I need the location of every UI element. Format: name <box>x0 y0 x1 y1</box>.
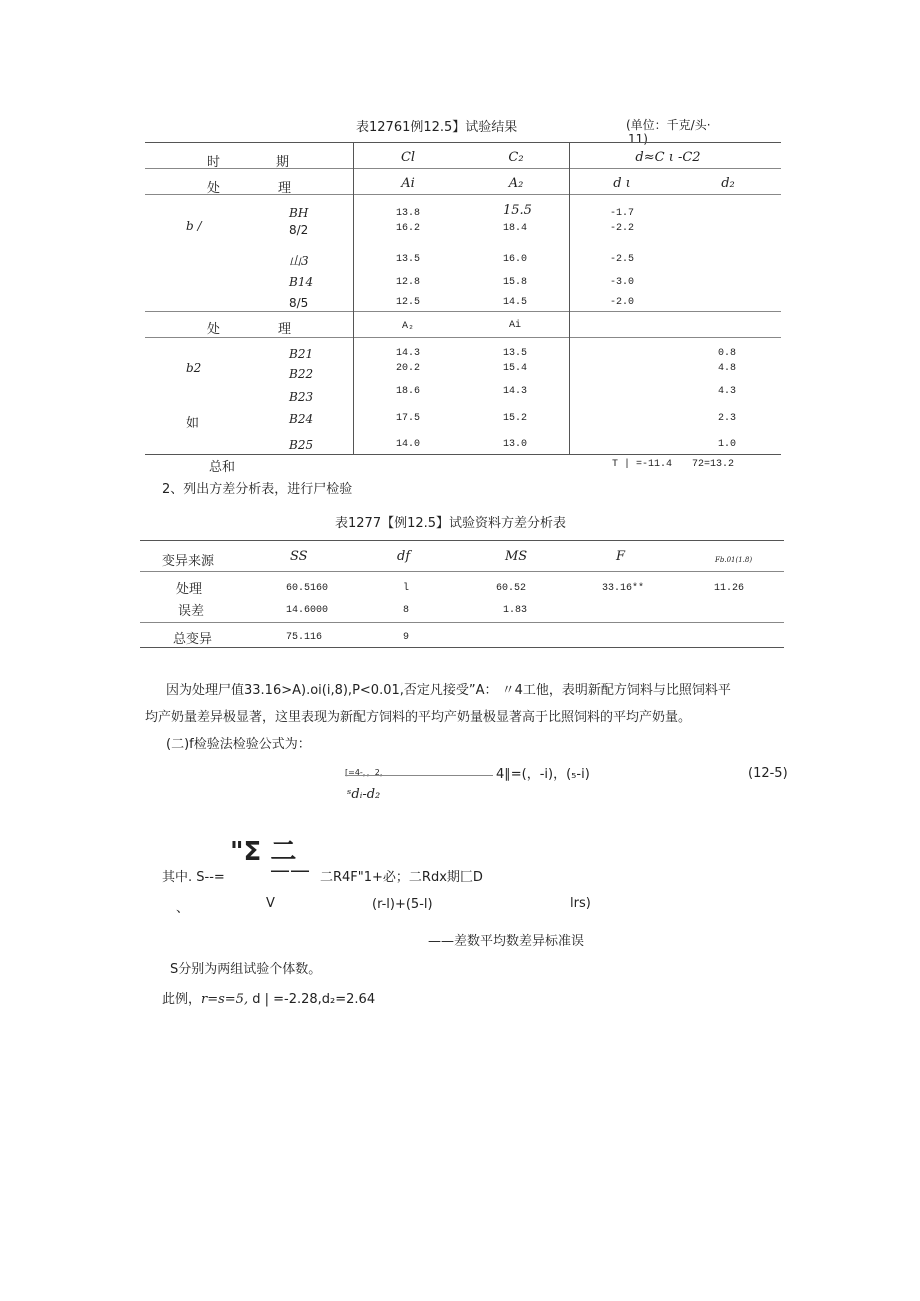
mid-a1: Ai <box>509 320 522 331</box>
row-value-c2: 16.0 <box>503 254 528 265</box>
table1-title: 表12761例12.5】试验结果 <box>356 120 518 135</box>
row-id: B24 <box>289 412 314 426</box>
row-id: B22 <box>289 367 314 381</box>
where-sigma: "Σ 二 <box>230 837 297 867</box>
row-value-c1: 13.8 <box>396 208 421 219</box>
paragraph-line-3: (二)f检验法检验公式为： <box>166 737 311 752</box>
t2-header-f: F <box>616 549 626 564</box>
row-value-c1: 18.6 <box>396 386 421 397</box>
t2-row-df: 8 <box>403 605 410 616</box>
example-rest: d | =-2.28,d₂=2.64 <box>252 992 376 1007</box>
table1-top-rule <box>145 142 781 143</box>
row-value-c2: 18.4 <box>503 223 528 234</box>
row-diff: 0.8 <box>718 348 737 359</box>
t2-header-fcrit: Fb.01(1.8) <box>715 556 753 564</box>
group1-label: b / <box>186 219 202 233</box>
table2-header-rule <box>140 571 784 572</box>
row-id: BH <box>289 206 309 220</box>
row-id: B23 <box>289 390 314 404</box>
example-line <box>162 988 375 1007</box>
formula-number: (12-5) <box>748 766 788 781</box>
t2-row-source: 误差 <box>178 604 205 619</box>
header-d: d≈C ι -C2 <box>635 150 701 165</box>
row-diff: 4.3 <box>718 386 737 397</box>
formula-left: [=4-，，2， <box>345 768 388 777</box>
header-d2: d₂ <box>721 176 735 191</box>
t2-row-fcrit: 11.26 <box>714 583 745 594</box>
table2-title: 表1277【例12.5】试验资料方差分析表 <box>335 516 567 531</box>
table1-mid-rule-2 <box>145 337 781 338</box>
row-value-c2: 15.4 <box>503 363 528 374</box>
header-period-a: 时 <box>207 155 221 170</box>
row-id: B21 <box>289 347 314 361</box>
paragraph-line-2: 均产奶量差异极显著，这里表现为新配方饲料的平均产奶量极显著高于比照饲料的平均产奶量。 <box>145 710 692 725</box>
formula-fraction-bar <box>345 775 493 776</box>
row-id: 8/2 <box>289 223 309 237</box>
formula-right: 4∥=(，-i)，(₅-i) <box>496 767 590 782</box>
row-value-c2: 14.5 <box>503 297 528 308</box>
mid-a2: A₂ <box>402 321 415 332</box>
formula-denominator: ˢdᵢ-d₂ <box>347 787 381 802</box>
row-diff: 4.8 <box>718 363 737 374</box>
header-period-b: 期 <box>276 155 290 170</box>
row-value-c1: 12.5 <box>396 297 421 308</box>
row-value-c2: 13.0 <box>503 439 528 450</box>
group2-label-2: 如 <box>186 416 200 431</box>
t2-row-ms: 60.52 <box>496 583 527 594</box>
row-diff: -2.5 <box>610 254 635 265</box>
table1-col-divider-1 <box>353 142 354 454</box>
t2-row-ss: 60.5160 <box>286 583 329 594</box>
row-diff: -2.2 <box>610 223 635 234</box>
t2-row-df: 9 <box>403 632 410 643</box>
row-diff: -1.7 <box>610 208 635 219</box>
row-value-c2: 14.3 <box>503 386 528 397</box>
t2-row-ss: 75.116 <box>286 632 323 643</box>
table1-header-rule <box>145 168 781 169</box>
row-id: 8/5 <box>289 296 309 310</box>
t2-row-f: 33.16** <box>602 583 645 594</box>
header-c1: Cl <box>400 150 416 165</box>
mid-treat-b: 理 <box>278 322 292 337</box>
t2-header-ms: MS <box>505 549 528 564</box>
row-value-c2: 15.8 <box>503 277 528 288</box>
where-row2-c: (r-l)+(5-l) <box>372 897 433 912</box>
group2-label: b2 <box>186 361 202 375</box>
t2-header-df: df <box>397 549 411 564</box>
row-value-c1: 16.2 <box>396 223 421 234</box>
step2-heading: 2、列出方差分析表，进行尸检验 <box>162 482 353 497</box>
row-id: B25 <box>289 438 314 452</box>
paragraph-line-1: 因为处理尸值33.16>A).oi(i,8),P<0.01,否定凡接受”A： 〃4工他，表明新配方饲料与比照饲料平 <box>166 683 731 698</box>
header-a1: Ai <box>401 176 415 191</box>
table1-header-rule-2 <box>145 194 781 195</box>
table1-mid-rule <box>145 311 781 312</box>
example-prefix: 此例， <box>162 992 202 1007</box>
table1-col-divider-2 <box>569 142 570 454</box>
table1-unit: (单位：千克/头· <box>626 118 711 132</box>
row-value-c1: 20.2 <box>396 363 421 374</box>
header-a2: A₂ <box>508 176 524 191</box>
row-value-c2: 15.2 <box>503 413 528 424</box>
t2-row-source: 处理 <box>176 582 203 597</box>
total-label: 总和 <box>209 460 236 475</box>
where-text: 二R4F"1+必；二Rdx期匚D <box>320 870 483 885</box>
header-treat-a: 处 <box>207 181 221 196</box>
t2-row-source: 总变异 <box>173 632 213 647</box>
table2-bottom-rule <box>140 647 784 648</box>
row-diff: -2.0 <box>610 297 635 308</box>
row-id: 山3 <box>289 254 309 268</box>
table2-mid-rule <box>140 622 784 623</box>
row-value-c1: 17.5 <box>396 413 421 424</box>
mid-treat-a: 处 <box>207 322 221 337</box>
t2-header-source: 变异来源 <box>162 554 215 569</box>
row-diff: -3.0 <box>610 277 635 288</box>
row-value-c1: 12.8 <box>396 277 421 288</box>
header-treat-b: 理 <box>278 181 292 196</box>
where-bar: —— <box>270 858 310 882</box>
where-row2-d: lrs) <box>570 896 591 911</box>
row-value-c1: 14.3 <box>396 348 421 359</box>
example-vars: r=s=5, <box>201 992 249 1007</box>
table1-bottom-rule <box>145 454 781 455</box>
row-diff: 1.0 <box>718 439 737 450</box>
row-id: B14 <box>289 275 314 289</box>
row-value-c1: 14.0 <box>396 439 421 450</box>
total-t2: 72=13.2 <box>692 459 735 470</box>
t2-row-ms: 1.83 <box>503 605 528 616</box>
row-diff: 2.3 <box>718 413 737 424</box>
where-prefix: 其中. S--= <box>162 870 225 885</box>
t2-row-df: l <box>403 583 410 594</box>
note-line: ——差数平均数差异标准误 <box>428 934 585 949</box>
t2-row-ss: 14.6000 <box>286 605 329 616</box>
row-value-c2: 15.5 <box>503 203 532 218</box>
header-d1: d ι <box>613 176 631 191</box>
total-t1: T | =-11.4 <box>612 459 673 470</box>
row-value-c2: 13.5 <box>503 348 528 359</box>
where-row2-a: 、 <box>176 901 190 916</box>
header-c2: C₂ <box>508 150 524 165</box>
row-value-c1: 13.5 <box>396 254 421 265</box>
where-row2-b: V <box>266 896 275 911</box>
s-line: S分别为两组试验个体数。 <box>170 962 322 977</box>
table1-unit-cont: 11) <box>628 132 648 146</box>
t2-header-ss: SS <box>290 549 308 564</box>
table2-top-rule <box>140 540 784 541</box>
